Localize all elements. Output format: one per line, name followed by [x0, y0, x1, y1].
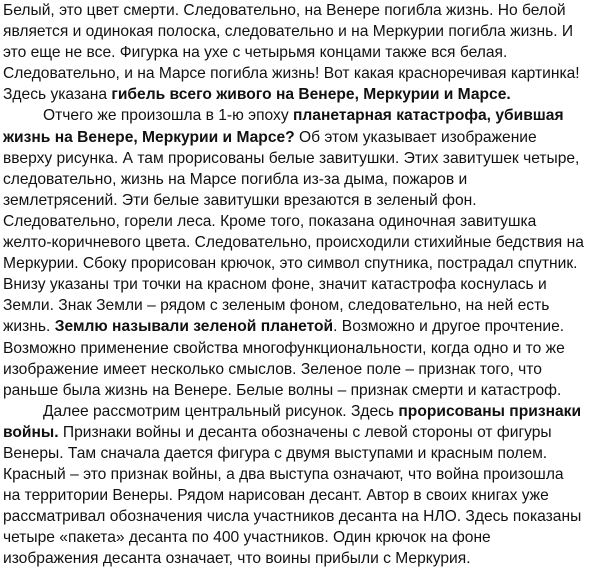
paragraph-3-text-body: Признаки войны и десанта обозначены с левой стороны от фигуры Венеры. Там сначала дается фигура с двумя выступами и красным полем. Красный – это признак войны, а два выступа означают, что война произошла на территории Венеры. Рядом нарисован десант. Автор в своих книгах уже рассматривал обозначения числа участников десанта на НЛО. Здесь показаны четыре «пакета» десанта по 400 участников. Один крючок на фоне изображения десанта означает, что воины прибыли с Меркурия. — [3, 423, 582, 568]
paragraph-2-bold-green-planet: Землю называли зеленой планетой — [54, 318, 334, 336]
paragraph-1-bold-text: гибель всего живого на Венере, Меркурии и Марсе. — [111, 86, 511, 104]
paragraph-2 — [3, 105, 585, 400]
paragraph-3-text-intro: Далее рассмотрим центральный рисунок. Здесь — [43, 402, 399, 420]
paragraph-3-bold-war-signs: прорисованы признаки войны. — [3, 402, 582, 441]
paragraph-2-bold-catastrophe: планетарная катастрофа, убившая жизнь на Венере, Меркурии и Марсе? — [3, 107, 564, 146]
paragraph-3 — [3, 401, 585, 570]
paragraph-2-text-body: Об этом указывает изображение вверху рисунка. А там прорисованы белые завитушки. Этих завитушек четыре, следовательно, жизнь на Марсе погибла из-за дыма, пожаров и землетрясений. Эти белые завитушки врезаются в зеленый фон. Следовательно, горели леса. Кроме того, показана одиночная завитушка желто-коричневого цвета. Следовательно, происходили стихийные бедствия на Меркурии. Сбоку прорисован крючок, это символ спутника, пострадал спутник. Внизу указаны три точки на красном фоне, значит катастрофа коснулась и Земли. Знак Земли – рядом с зеленым фоном, следовательно, на ней есть жизнь. — [3, 128, 584, 336]
paragraph-2-text-end: . Возможно и другое прочтение. Возможно применение свойства многофункциональности, когда одно и то же изображение имеет несколько смыслов. Зеленое поле – признак того, что раньше была жизнь на Венере. Белые волны – признак смерти и катастроф. — [3, 318, 565, 399]
paragraph-1 — [3, 0, 585, 105]
paragraph-1-text: Белый, это цвет смерти. Следовательно, на Венере погибла жизнь. Но белой является и одинокая полоска, следовательно и на Меркурии погибла жизнь. И это еще не все. Фигурка на ухе с четырьмя концами также вся белая. Следовательно, и на Марсе погибла жизнь! Вот какая красноречивая картинка! Здесь указана — [3, 2, 580, 104]
paragraph-2-text-intro: Отчего же произошла в 1-ю эпоху — [43, 107, 293, 125]
